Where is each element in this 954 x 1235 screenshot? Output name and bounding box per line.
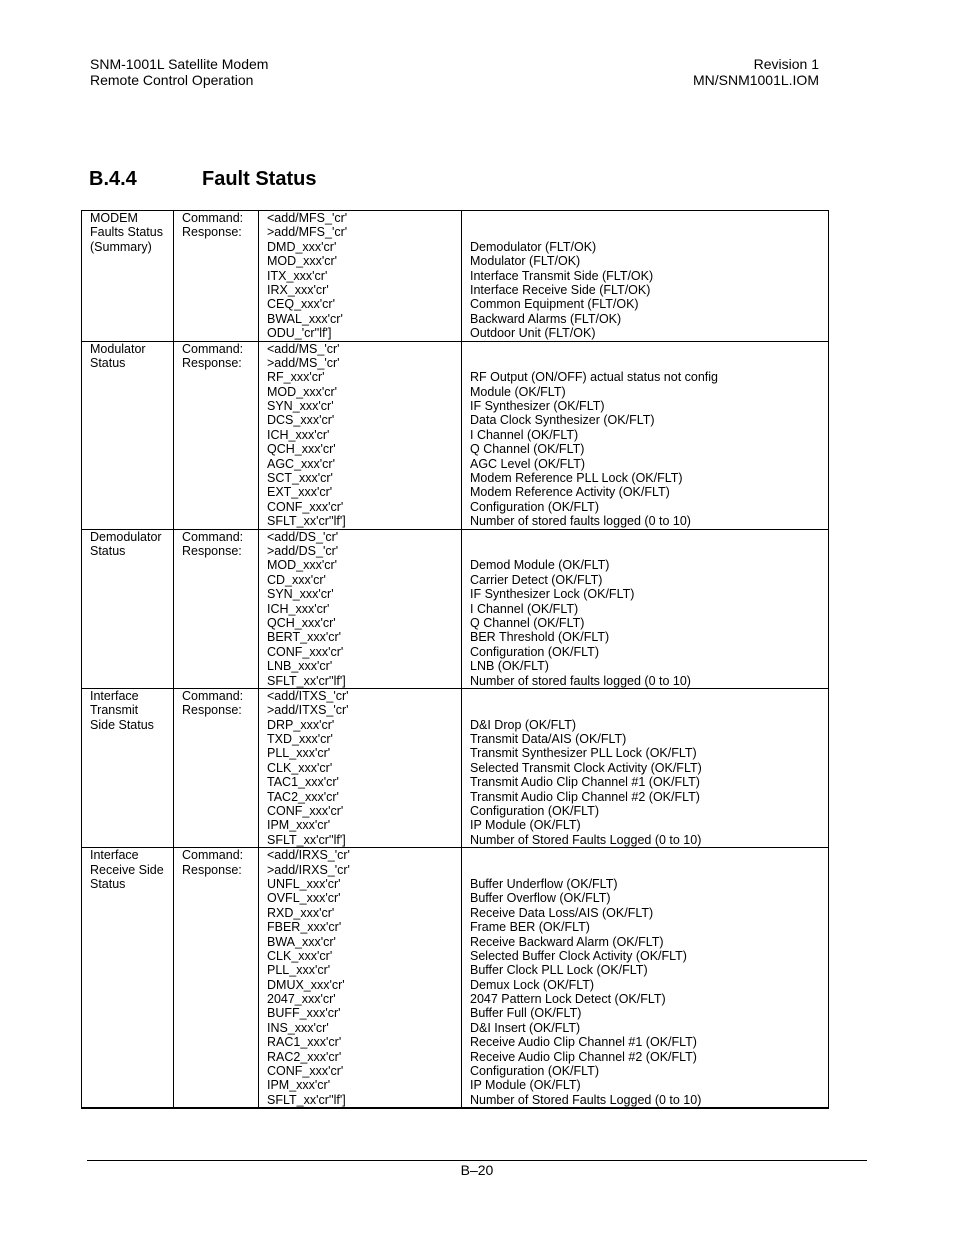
command-code-line: CONF_xxx'cr' xyxy=(267,499,344,514)
code-description-line: Q Channel (OK/FLT) xyxy=(470,615,585,630)
code-description-line: Configuration (OK/FLT) xyxy=(470,1064,599,1079)
command-code-line: <add/MFS_'cr' xyxy=(267,211,348,225)
code-description-line: LNB (OK/FLT) xyxy=(470,659,549,674)
code-description-line: Modem Reference PLL Lock (OK/FLT) xyxy=(470,471,683,486)
command-response-labels-cell xyxy=(174,341,259,529)
status-group-name-cell xyxy=(82,529,174,688)
code-description-line: Q Channel (OK/FLT) xyxy=(470,442,585,457)
command-response-label-line: Response: xyxy=(182,225,242,240)
command-code-line: >add/MFS_'cr' xyxy=(267,225,348,240)
command-code-line: DRP_xxx'cr' xyxy=(267,717,335,732)
code-descriptions-cell xyxy=(462,211,829,342)
status-group-name-line: Demodulator xyxy=(90,529,162,544)
footer-rule xyxy=(87,1160,867,1161)
command-response-label-line: Command: xyxy=(182,688,244,703)
command-code-line: SFLT_xx'cr''lf'] xyxy=(267,832,346,847)
code-description-line: AGC Level (OK/FLT) xyxy=(470,456,586,471)
code-description-line: Demodulator (FLT/OK) xyxy=(470,239,597,254)
code-description-line: IP Module (OK/FLT) xyxy=(470,1078,581,1093)
command-code-line: DMUX_xxx'cr' xyxy=(267,977,345,992)
status-group-name-line: Status xyxy=(90,543,126,558)
command-response-labels-cell xyxy=(174,848,259,1109)
command-response-labels-cell xyxy=(174,688,259,847)
header-left xyxy=(90,56,268,88)
command-codes-cell xyxy=(259,848,462,1109)
command-code-line: SFLT_xx'cr''lf'] xyxy=(267,1092,346,1107)
code-description-line: Number of Stored Faults Logged (0 to 10) xyxy=(470,832,702,847)
code-descriptions-cell xyxy=(462,529,829,688)
status-group-name-line: Interface xyxy=(90,688,139,703)
command-code-line: >add/ITXS_'cr' xyxy=(267,703,349,718)
command-codes-cell xyxy=(259,341,462,529)
command-code-line: INS_xxx'cr' xyxy=(267,1020,329,1035)
code-description-line: Outdoor Unit (FLT/OK) xyxy=(470,326,596,341)
code-description-line: Configuration (OK/FLT) xyxy=(470,804,599,819)
command-code-line: IPM_xxx'cr' xyxy=(267,1078,331,1093)
code-description-line xyxy=(470,225,826,239)
status-group-name-cell xyxy=(82,341,174,529)
page-number: B–20 xyxy=(460,1162,494,1178)
table-row xyxy=(82,848,829,1109)
command-code-line: RXD_xxx'cr' xyxy=(267,905,335,920)
code-description-line: Transmit Audio Clip Channel #2 (OK/FLT) xyxy=(470,789,700,804)
status-group-name-line: (Summary) xyxy=(90,239,152,254)
command-code-line: ITX_xxx'cr' xyxy=(267,268,328,283)
command-code-line: LNB_xxx'cr' xyxy=(267,659,333,674)
code-descriptions-cell xyxy=(462,341,829,529)
command-code-line: >add/IRXS_'cr' xyxy=(267,862,350,877)
code-description-line: I Channel (OK/FLT) xyxy=(470,601,579,616)
command-code-line: ICH_xxx'cr' xyxy=(267,427,330,442)
code-description-line: Buffer Overflow (OK/FLT) xyxy=(470,891,611,906)
command-code-line: CONF_xxx'cr' xyxy=(267,644,344,659)
code-description-line: Receive Audio Clip Channel #2 (OK/FLT) xyxy=(470,1049,697,1064)
code-description-line: Data Clock Synthesizer (OK/FLT) xyxy=(470,413,655,428)
code-description-line: Number of stored faults logged (0 to 10) xyxy=(470,514,691,529)
command-code-line: IPM_xxx'cr' xyxy=(267,818,331,833)
command-code-line: >add/MS_'cr' xyxy=(267,355,340,370)
command-code-line: ICH_xxx'cr' xyxy=(267,601,330,616)
status-group-name-line: Side Status xyxy=(90,717,154,732)
code-descriptions-cell xyxy=(462,848,829,1109)
code-description-line: Interface Transmit Side (FLT/OK) xyxy=(470,268,654,283)
command-code-line: >add/DS_'cr' xyxy=(267,543,339,558)
command-response-labels-cell xyxy=(174,529,259,688)
header-right xyxy=(693,56,819,88)
command-response-label-line: Response: xyxy=(182,703,242,718)
command-code-line: CD_xxx'cr' xyxy=(267,572,326,587)
command-codes-cell xyxy=(259,211,462,342)
status-group-name-line: Receive Side xyxy=(90,862,164,877)
code-description-line: I Channel (OK/FLT) xyxy=(470,427,579,442)
command-code-line: MOD_xxx'cr' xyxy=(267,384,338,399)
code-description-line: Common Equipment (FLT/OK) xyxy=(470,297,639,312)
table-row xyxy=(82,211,829,342)
command-code-line: TAC1_xxx'cr' xyxy=(267,775,339,790)
command-code-line: EXT_xxx'cr' xyxy=(267,485,333,500)
command-response-label-line: Command: xyxy=(182,848,244,863)
code-description-line: Frame BER (OK/FLT) xyxy=(470,920,590,935)
command-code-line: <add/MS_'cr' xyxy=(267,341,340,356)
command-code-line: DMD_xxx'cr' xyxy=(267,239,337,254)
header-chapter: Remote Control Operation xyxy=(90,72,254,88)
command-code-line: SYN_xxx'cr' xyxy=(267,587,334,602)
code-description-line: Interface Receive Side (FLT/OK) xyxy=(470,282,651,297)
code-description-line: Transmit Synthesizer PLL Lock (OK/FLT) xyxy=(470,746,697,761)
code-description-line: D&I Insert (OK/FLT) xyxy=(470,1020,581,1035)
code-description-line: Demod Module (OK/FLT) xyxy=(470,558,610,573)
code-description-line: Modulator (FLT/OK) xyxy=(470,254,581,269)
command-response-label-line: Command: xyxy=(182,529,244,544)
command-code-line: UNFL_xxx'cr' xyxy=(267,876,341,891)
code-description-line xyxy=(470,530,826,544)
code-description-line xyxy=(470,544,826,558)
status-group-name-line: Transmit xyxy=(90,703,139,718)
status-group-name-cell xyxy=(82,848,174,1109)
code-description-line: Buffer Clock PLL Lock (OK/FLT) xyxy=(470,963,648,978)
command-code-line: BWA_xxx'cr' xyxy=(267,934,336,949)
code-description-line xyxy=(470,703,826,717)
fault-status-table-body xyxy=(82,211,829,1109)
section-title: Fault Status xyxy=(202,168,317,190)
code-description-line: Selected Transmit Clock Activity (OK/FLT) xyxy=(470,760,702,775)
code-description-line: Configuration (OK/FLT) xyxy=(470,644,599,659)
command-code-line: ODU_'cr''lf'] xyxy=(267,326,332,341)
command-code-line: TXD_xxx'cr' xyxy=(267,732,333,747)
code-description-line: Backward Alarms (FLT/OK) xyxy=(470,311,622,326)
command-code-line: SCT_xxx'cr' xyxy=(267,471,333,486)
command-code-line: MOD_xxx'cr' xyxy=(267,254,338,269)
command-code-line: SYN_xxx'cr' xyxy=(267,399,334,414)
code-description-line: Number of Stored Faults Logged (0 to 10) xyxy=(470,1092,702,1107)
section-number: B.4.4 xyxy=(89,168,137,190)
header-revision: Revision 1 xyxy=(753,56,819,72)
table-row xyxy=(82,341,829,529)
status-group-name-line: Status xyxy=(90,876,126,891)
command-code-line: SFLT_xx'cr''lf'] xyxy=(267,514,346,529)
code-description-line: Receive Data Loss/AIS (OK/FLT) xyxy=(470,905,654,920)
command-code-line: RF_xxx'cr' xyxy=(267,370,325,385)
code-description-line: Transmit Data/AIS (OK/FLT) xyxy=(470,732,627,747)
command-response-label-line: Response: xyxy=(182,862,242,877)
code-description-line: Selected Buffer Clock Activity (OK/FLT) xyxy=(470,948,687,963)
code-description-line: Module (OK/FLT) xyxy=(470,384,566,399)
command-code-line: DCS_xxx'cr' xyxy=(267,413,335,428)
code-description-line: Carrier Detect (OK/FLT) xyxy=(470,572,603,587)
command-code-line: AGC_xxx'cr' xyxy=(267,456,335,471)
command-code-line: <add/ITXS_'cr' xyxy=(267,688,349,703)
code-description-line: D&I Drop (OK/FLT) xyxy=(470,717,577,732)
code-description-line xyxy=(470,689,826,703)
status-group-name-line: Faults Status xyxy=(90,225,163,240)
code-description-line: Configuration (OK/FLT) xyxy=(470,499,599,514)
command-code-line: OVFL_xxx'cr' xyxy=(267,891,341,906)
command-code-line: PLL_xxx'cr' xyxy=(267,746,331,761)
status-group-name-line: Modulator xyxy=(90,341,146,356)
command-code-line: CLK_xxx'cr' xyxy=(267,948,333,963)
command-code-line: <add/DS_'cr' xyxy=(267,529,339,544)
command-code-line: MOD_xxx'cr' xyxy=(267,558,338,573)
command-code-line: <add/IRXS_'cr' xyxy=(267,848,350,863)
command-code-line: BUFF_xxx'cr' xyxy=(267,1006,341,1021)
command-response-label-line: Response: xyxy=(182,355,242,370)
command-code-line: TAC2_xxx'cr' xyxy=(267,789,339,804)
code-description-line: Modem Reference Activity (OK/FLT) xyxy=(470,485,670,500)
command-response-label-line: Command: xyxy=(182,341,244,356)
table-row xyxy=(82,529,829,688)
command-code-line: RAC1_xxx'cr' xyxy=(267,1035,342,1050)
code-description-line: IF Synthesizer Lock (OK/FLT) xyxy=(470,587,635,602)
code-description-line: IP Module (OK/FLT) xyxy=(470,818,581,833)
command-codes-cell xyxy=(259,529,462,688)
status-group-name-line: Interface xyxy=(90,848,139,863)
command-code-line: BERT_xxx'cr' xyxy=(267,630,341,645)
status-group-name-cell xyxy=(82,211,174,342)
code-description-line: Buffer Full (OK/FLT) xyxy=(470,1006,582,1021)
command-code-line: BWAL_xxx'cr' xyxy=(267,311,343,326)
code-descriptions-cell xyxy=(462,688,829,847)
code-description-line: RF Output (ON/OFF) actual status not config xyxy=(470,370,719,385)
code-description-line: BER Threshold (OK/FLT) xyxy=(470,630,610,645)
code-description-line xyxy=(470,356,826,370)
code-description-line: Receive Backward Alarm (OK/FLT) xyxy=(470,934,664,949)
command-code-line: PLL_xxx'cr' xyxy=(267,963,331,978)
command-response-label-line: Command: xyxy=(182,211,244,225)
command-code-line: CLK_xxx'cr' xyxy=(267,760,333,775)
code-description-line: Receive Audio Clip Channel #1 (OK/FLT) xyxy=(470,1035,697,1050)
command-response-labels-cell xyxy=(174,211,259,342)
code-description-line xyxy=(470,342,826,356)
status-group-name-line: Status xyxy=(90,355,126,370)
command-code-line: FBER_xxx'cr' xyxy=(267,920,342,935)
status-group-name-cell xyxy=(82,688,174,847)
code-description-line: IF Synthesizer (OK/FLT) xyxy=(470,399,605,414)
header-doc-number: MN/SNM1001L.IOM xyxy=(692,72,819,88)
command-code-line: 2047_xxx'cr' xyxy=(267,992,336,1007)
command-code-line: CEQ_xxx'cr' xyxy=(267,297,335,312)
command-codes-cell xyxy=(259,688,462,847)
code-description-line: Number of stored faults logged (0 to 10) xyxy=(470,673,691,688)
fault-status-table xyxy=(81,210,829,1109)
code-description-line xyxy=(470,211,826,225)
code-description-line: 2047 Pattern Lock Detect (OK/FLT) xyxy=(470,992,666,1007)
code-description-line: Transmit Audio Clip Channel #1 (OK/FLT) xyxy=(470,775,700,790)
header-product: SNM-1001L Satellite Modem xyxy=(90,56,269,72)
code-description-line: Demux Lock (OK/FLT) xyxy=(470,977,595,992)
table-row xyxy=(82,688,829,847)
command-code-line: CONF_xxx'cr' xyxy=(267,1064,344,1079)
code-description-line xyxy=(470,863,826,877)
command-code-line: CONF_xxx'cr' xyxy=(267,804,344,819)
command-response-label-line: Response: xyxy=(182,543,242,558)
command-code-line: QCH_xxx'cr' xyxy=(267,615,336,630)
section-heading xyxy=(89,168,316,191)
code-description-line: Buffer Underflow (OK/FLT) xyxy=(470,876,618,891)
command-code-line: RAC2_xxx'cr' xyxy=(267,1049,342,1064)
status-group-name-line: MODEM xyxy=(90,211,138,225)
command-code-line: IRX_xxx'cr' xyxy=(267,282,329,297)
command-code-line: QCH_xxx'cr' xyxy=(267,442,336,457)
command-code-line: SFLT_xx'cr''lf'] xyxy=(267,673,346,688)
code-description-line xyxy=(470,848,826,862)
